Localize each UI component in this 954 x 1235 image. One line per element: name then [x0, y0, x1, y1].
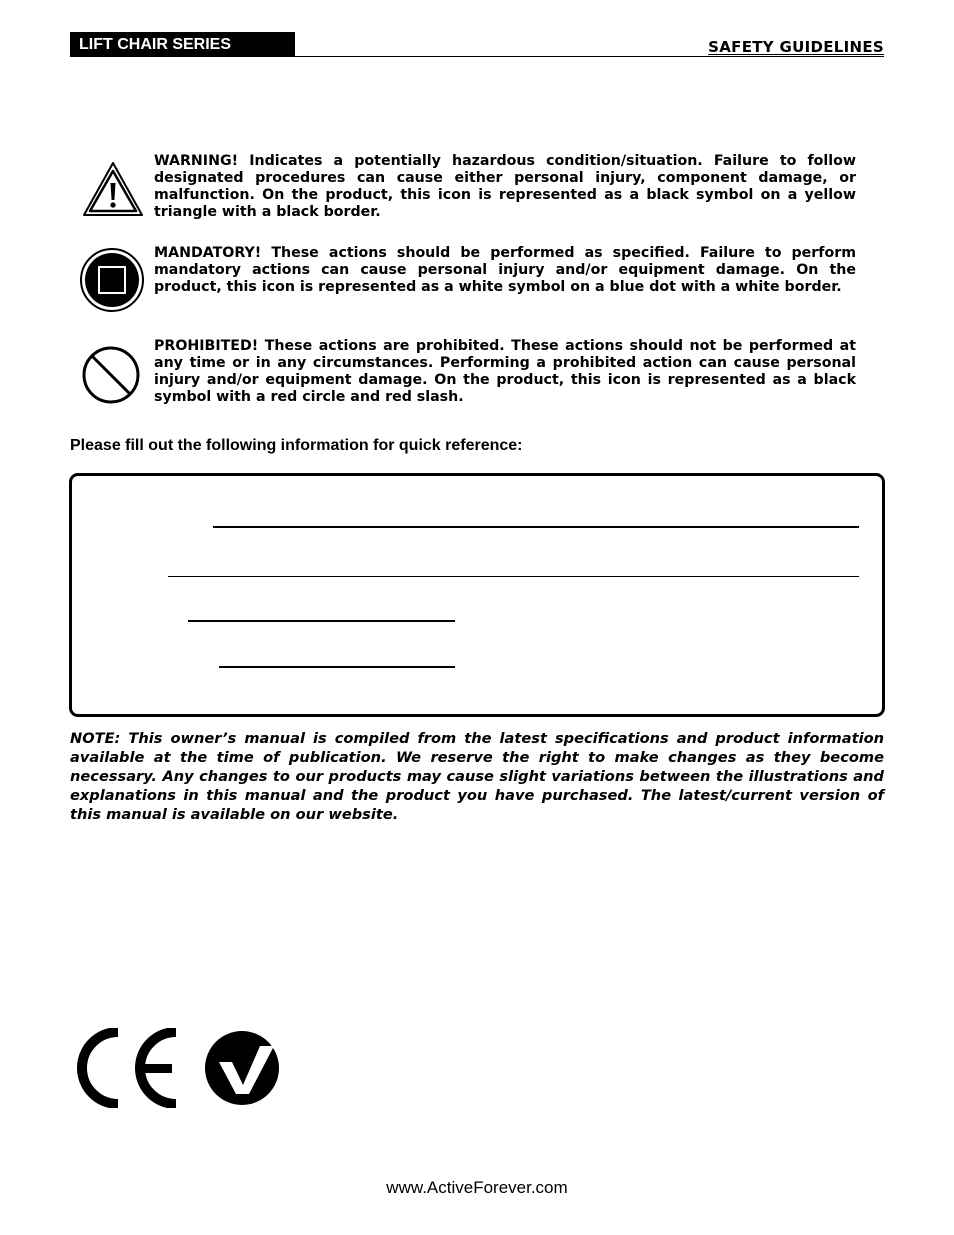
series-label: LIFT CHAIR SERIES	[70, 32, 295, 57]
rcm-check-icon	[203, 1030, 283, 1106]
footer-website: www.ActiveForever.com	[386, 1178, 568, 1197]
warning-triangle-icon	[81, 160, 145, 218]
blank-line-2[interactable]	[168, 576, 859, 577]
manual-note: NOTE: This owner’s manual is compiled from the latest specifications and product information available at the time of publication. We reserve the right to make changes as they become necessary. Any changes to our products may cause slight variations between the illustrations and explanations in this manual and the product you have purchased. The latest/current version of this manual is available on our website.	[70, 730, 884, 823]
ce-mark-icon	[70, 1028, 180, 1108]
prohibited-circle-icon	[81, 345, 141, 405]
page-title: SAFETY GUIDELINES	[708, 38, 884, 56]
warning-notice-text: WARNING! Indicates a potentially hazardous condition/situation. Failure to follow designated procedures can cause either personal injury, component damage, or malfunction. On the product, this icon is represented as a black symbol on a yellow triangle with a black border.	[154, 153, 856, 220]
blank-line-4[interactable]	[219, 666, 455, 668]
mandatory-dot-icon	[79, 247, 145, 313]
blank-line-3[interactable]	[188, 620, 455, 622]
mandatory-notice-text: MANDATORY! These actions should be performed as specified. Failure to perform mandatory actions can cause personal injury and/or equipment damage. On the product, this icon is represented as a white symbol on a blue dot with a white border.	[154, 245, 856, 295]
form-intro: Please fill out the following information for quick reference:	[70, 437, 523, 454]
quick-reference-box	[69, 473, 885, 717]
prohibited-notice-text: PROHIBITED! These actions are prohibited. These actions should not be performed at any time or in any circumstances. Performing a prohibited action can cause personal injury and/or equipment damage. On the product, this icon is represented as a black symbol with a red circle and red slash.	[154, 338, 856, 405]
blank-line-1[interactable]	[213, 526, 859, 528]
